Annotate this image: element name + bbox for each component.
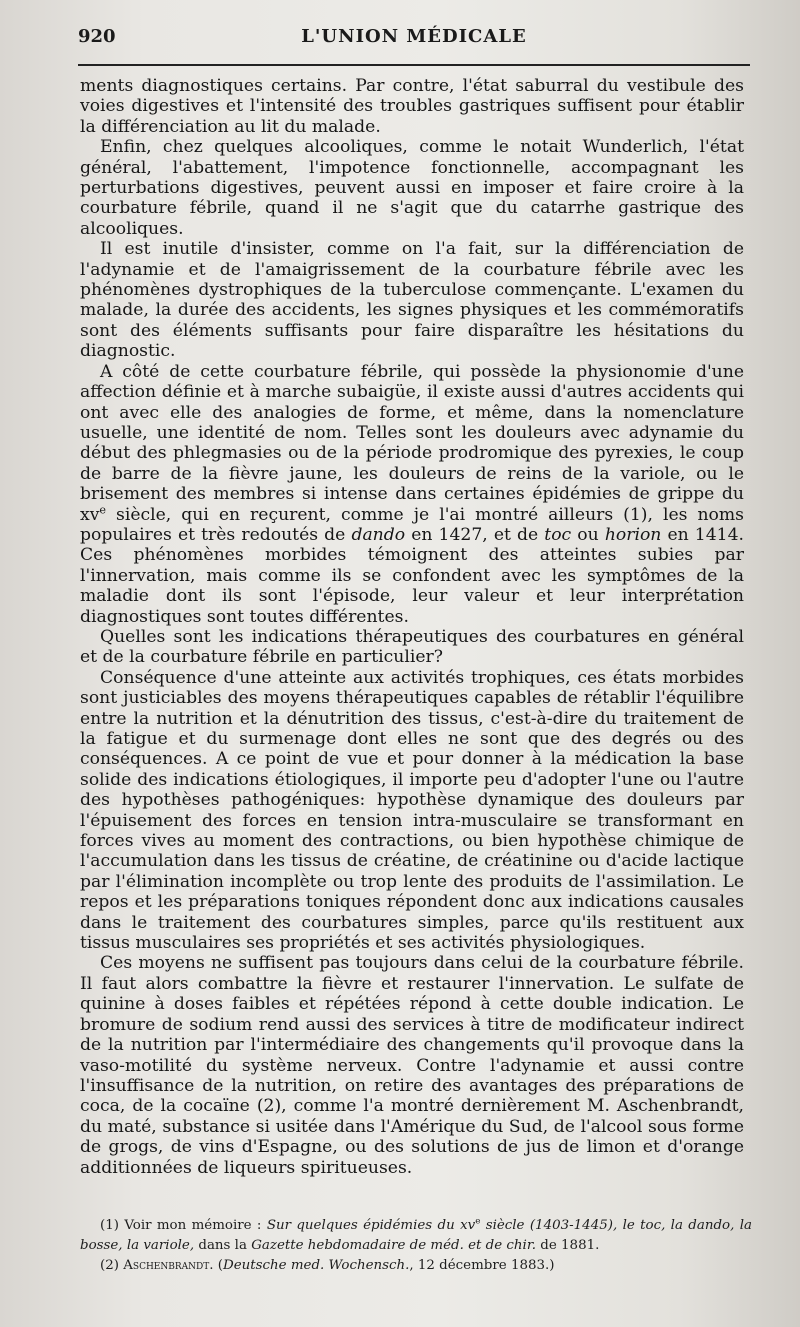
paragraph-6: Conséquence d'une atteinte aux activités trophiques, ces états morbides sont justiciables des moyens thérapeutiques capables de rétablir l'équilibre entre la nutrition et la dénutrition des tissus, c'est-à-dire du traitement de la fatigue et du surmenage dont elles ne sont que des degrés ou des conséquences. A ce point de vue et pour donner à la médication la base solide des indications étiologiques, il importe peu d'adopter l'une ou l'autre des hypothèses pathogéniques: hypothèse dynamique des douleurs par l'épuisement des forces en tension intra-musculaire se transformant en forces vives au moment des contractions, ou bien hypothèse chimique de l'accumulation dans les tissus de créatine, de créatinine ou d'acide lactique par l'élimination incomplète ou trop lente des produits de l'assimilation. Le repos et les préparations toniques répondent donc aux indications causales dans le traitement des courbatures simples, parce qu'ils restituent aux tissus musculaires ses propriétés et ses activités physiologiques.: [80, 667, 744, 954]
text-run: (2): [100, 1258, 124, 1273]
text-run: de 1881.: [536, 1238, 600, 1253]
paragraph-1: ments diagnostiques certains. Par contre, l'état saburral du vestibule des voies digestives et l'intensité des troubles gastriques suffisent pour établir la différenciation au lit du malade.: [80, 76, 744, 137]
italic-title: Gazette hebdomadaire de méd. et de chir.: [251, 1238, 537, 1253]
text-run: (1) Voir mon mémoire :: [100, 1218, 267, 1233]
superscript: e: [99, 502, 107, 516]
paragraph-5: Quelles sont les indications thérapeutiques des courbatures en général et de la courbature fébrile en particulier?: [80, 626, 744, 668]
footnotes: [80, 1216, 752, 1276]
running-title: L'UNION MÉDICALE: [301, 26, 527, 47]
header-rule: [78, 64, 750, 66]
text-run: siècle, qui en reçurent, comme je l'ai montré ailleurs (1), les noms populaires et très redoutés de: [80, 504, 744, 545]
page-number: 920: [78, 26, 116, 47]
italic-term: horion: [604, 524, 662, 545]
text-run: A côté de cette courbature fébrile, qui possède la physionomie d'une affection définie et à marche subaigüe, il existe aussi d'autres accidents qui ont avec elle des analogies de forme, et même, dans la nomenclature usuelle, une identité de nom. Telles sont les douleurs avec adynamie du début des phlegmasies ou de la période prodromique des pyrexies, le coup de barre de la fièvre jaune, les douleurs de reins de la variole, ou le brisement des membres si intense dans certaines épidémies de grippe du xv: [80, 361, 744, 525]
text-run: en 1427, et de: [405, 524, 545, 545]
italic-title: Sur quelques épidémies du xv: [266, 1218, 476, 1233]
superscript: e: [475, 1216, 481, 1227]
paragraph-7: Ces moyens ne suffisent pas toujours dans celui de la courbature fébrile. Il faut alors combattre la fièvre et restaurer l'innervation. Le sulfate de quinine à doses faibles et répétées répond à cette double indication. Le bromure de sodium rend aussi des services à titre de modificateur indirect de la nutrition par l'intermédiaire des changements qu'il provoque dans la vaso-motilité du système nerveux. Contre l'adynamie et aussi contre l'insuffisance de la nutrition, on retire des avantages des préparations de coca, de la cocaïne (2), comme l'a montré dernièrement M. Aschenbrandt, du maté, substance si usitée dans l'Amérique du Sud, de l'alcool sous forme de grogs, de vins d'Espagne, ou des solutions de jus de limon et d'orange additionnées de liqueurs spiritueuses.: [80, 953, 744, 1178]
paragraph-2: Enfin, chez quelques alcooliques, comme le notait Wunderlich, l'état général, l'abattement, l'impotence fonctionnelle, accompagnant les perturbations digestives, peuvent aussi en imposer et faire croire à la courbature fébrile, quand il ne s'agit que du catarrhe gastrique des alcooliques.: [80, 137, 744, 239]
italic-title: siècle (1403-1445), le toc, la dando, la bosse, la variole,: [80, 1218, 752, 1253]
article-body: [80, 76, 744, 1178]
italic-term: dando: [351, 524, 406, 545]
italic-term: toc: [544, 524, 572, 545]
page-header: [78, 26, 750, 56]
footnote-1: [80, 1216, 752, 1256]
text-run: dans la: [194, 1238, 252, 1253]
italic-title: Deutsche med. Wochensch.: [222, 1258, 410, 1273]
paragraph-3: Il est inutile d'insister, comme on l'a fait, sur la différenciation de l'adynamie et de l'amaigrissement de la courbature fébrile avec les phénomènes dystrophiques de la tuberculose commençante. L'examen du malade, la durée des accidents, les signes physiques et les commémoratifs sont des éléments suffisants pour faire disparaître les hésitations du diagnostic.: [80, 239, 744, 362]
author-name: Aschenbrandt: [123, 1258, 210, 1273]
text-run: , 12 décembre 1883.): [409, 1258, 555, 1273]
text-run: en 1414. Ces phénomènes morbides témoignent des atteintes subies par l'innervation, mais comme ils se confondent avec les symptômes de la maladie dont ils sont l'épisode, leur valeur et leur interprétation diagnostiques sont toutes différentes.: [80, 524, 745, 627]
text-run: ou: [571, 524, 605, 545]
text-run: . (: [209, 1258, 223, 1273]
footnote-2: [80, 1256, 752, 1276]
paragraph-4: [80, 362, 744, 627]
